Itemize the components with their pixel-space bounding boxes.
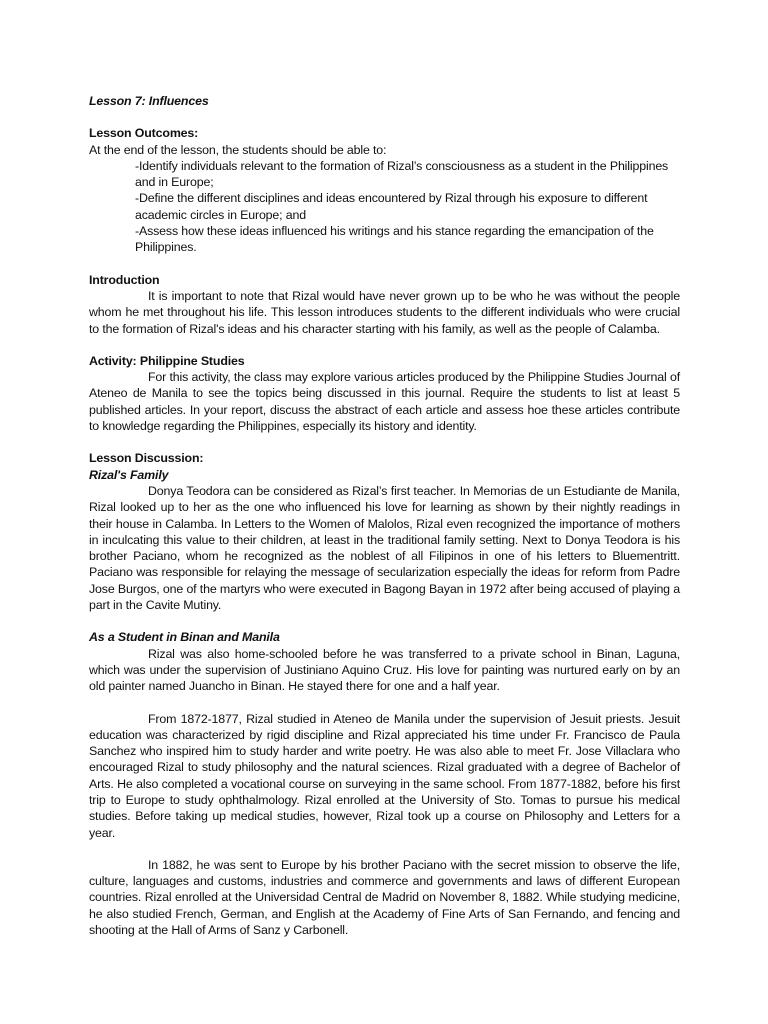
lesson-outcomes-heading: Lesson Outcomes:	[89, 126, 199, 141]
lesson-discussion-heading: Lesson Discussion:	[89, 451, 204, 466]
outcome-item: -Identify individuals relevant to the formation of Rizal’s consciousness as a student in the Philippines and in Europe;	[135, 158, 669, 190]
activity-heading: Activity: Philippine Studies	[89, 353, 245, 368]
student-paragraph: In 1882, he was sent to Europe by his brother Paciano with the secret mission to observe the life, culture, languages and customs, industries and commerce and governments and laws of different European countries. Rizal enrolled at the Universidad Central de Madrid on November 8, 1882. While studying medicine, he also studied French, German, and English at the Academy of Fine Arts of San Fernando, and fencing and shooting at the Hall of Arms of Sanz y Carbonell.	[89, 857, 680, 938]
rizals-family-paragraph: Donya Teodora can be considered as Rizal’s first teacher. In Memorias de un Estudiante de Manila, Rizal looked up to her as the one who influenced his love for learning as shown by their nightly readings in their house in Calamba. In Letters to the Women of Malolos, Rizal even recognized the importance of mothers in inculcating this value to their children, at least in the traditional family setting. Next to Donya Teodora is his brother Paciano, whom he recognized as the noblest of all Filipinos in one of his letters to Bluementritt. Paciano was responsible for relaying the message of secularization especially the ideas for reform from Padre Jose Burgos, one of the martyrs who were executed in Bagong Bayan in 1972 after being accused of playing a part in the Cavite Mutiny.	[89, 483, 680, 613]
student-paragraph: Rizal was also home-schooled before he was transferred to a private school in Binan, Laguna, which was under the supervision of Justiniano Aquino Cruz. His love for painting was nurtured early on by an old painter named Juancho in Binan. He stayed there for one and a half year.	[89, 646, 680, 694]
student-paragraph: From 1872-1877, Rizal studied in Ateneo de Manila under the supervision of Jesuit priests. Jesuit education was characterized by rigid discipline and Rizal appreciated his time under Fr. Francisco de Paula Sanchez who inspired him to study harder and write poetry. He was also able to meet Fr. Jose Villaclara who encouraged Rizal to study philosophy and the natural sciences. Rizal graduated with a degree of Bachelor of Arts. He also completed a vocational course on surveying in the same school. From 1877-1882, before his first trip to Europe to study ophthalmology. Rizal enrolled at the University of Sto. Tomas to pursue his medical studies. Before taking up medical studies, however, Rizal took up a course on Philosophy and Letters for a year.	[89, 711, 680, 840]
lesson-title: Lesson 7: Influences	[89, 94, 209, 108]
activity-paragraph: For this activity, the class may explore various articles produced by the Philippine Studies Journal of Ateneo de Manila to see the topics being discussed in this journal. Require the students to list at least 5 published articles. In your report, discuss the abstract of each article and assess hoe these articles contribute to knowledge regarding the Philippines, especially its history and identity.	[89, 370, 680, 434]
activity-section	[89, 353, 680, 434]
outcome-item: -Assess how these ideas influenced his writings and his stance regarding the emancipation of the Philippines.	[135, 224, 654, 255]
student-binan-manila-heading: As a Student in Binan and Manila	[89, 630, 280, 645]
lesson-outcomes-section	[89, 125, 680, 255]
introduction-section	[89, 272, 680, 337]
introduction-heading: Introduction	[89, 272, 160, 287]
lesson-outcomes-intro: At the end of the lesson, the students should be able to:	[89, 142, 387, 157]
lesson-outcomes-list	[89, 158, 680, 256]
outcome-item: -Define the different disciplines and ideas encountered by Rizal through his exposure to different academic circles in Europe; and	[135, 191, 648, 222]
lesson-discussion-section	[89, 450, 680, 938]
rizals-family-heading: Rizal's Family	[89, 467, 169, 482]
introduction-paragraph: It is important to note that Rizal would have never grown up to be who he was without the people whom he met throughout his life. This lesson introduces students to the different individuals who were crucial to the formation of Rizal's ideas and his character starting with his family, as well as the people of Calamba.	[89, 288, 680, 336]
